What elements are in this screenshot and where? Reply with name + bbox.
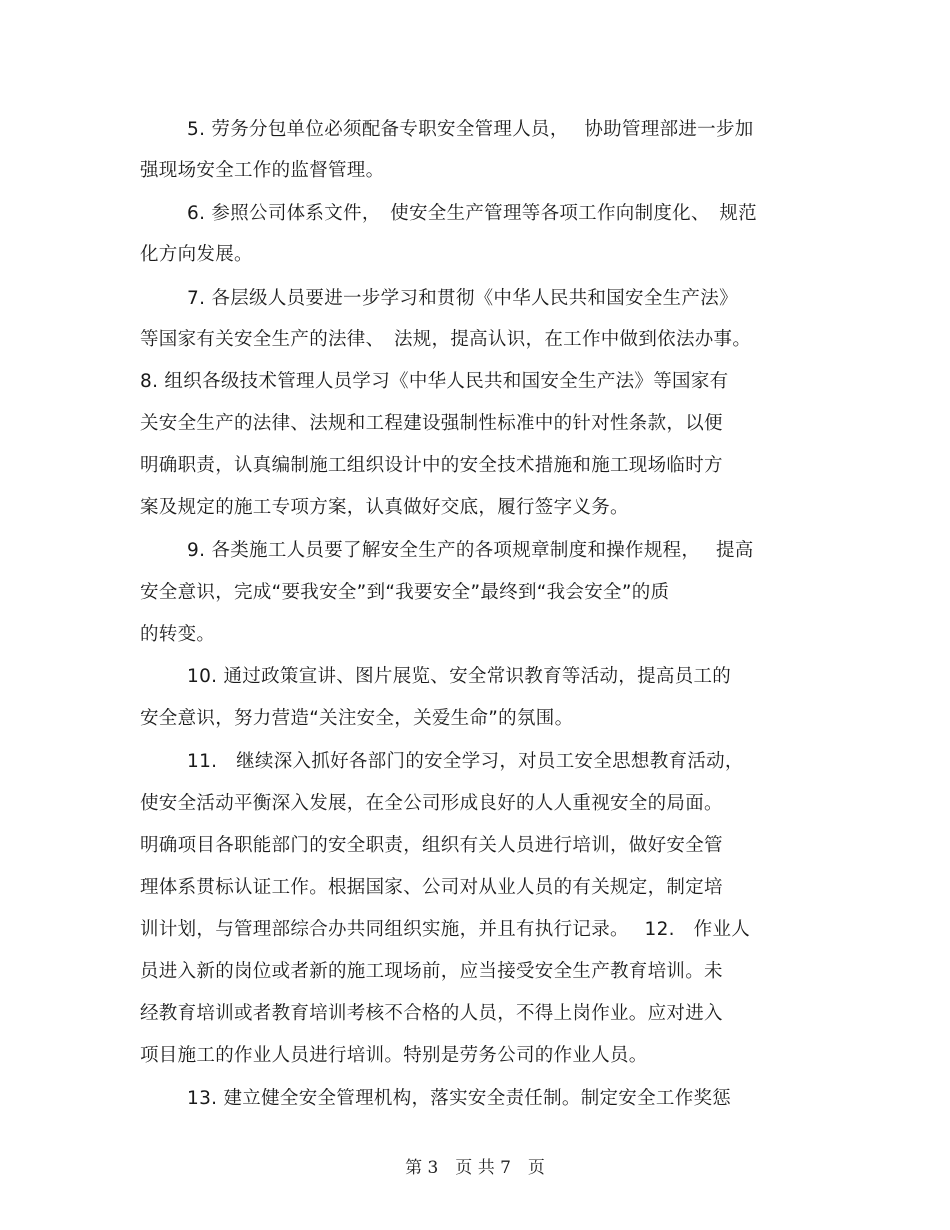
text-line: 关安全生产的法律、法规和工程建设强制性标准中的针对性条款，以便 <box>140 413 723 434</box>
text-line: 明确职责，认真编制施工组织设计中的安全技术措施和施工现场临时方 <box>140 455 723 476</box>
text-line: 使安全活动平衡深入发展，在全公司形成良好的人人重视安全的局面。 <box>140 793 723 814</box>
text-line: 10. 通过政策宣讲、图片展览、安全常识教育等活动，提高员工的 <box>187 666 732 687</box>
page-number-footer: 第 3 页 共 7 页 <box>405 1158 545 1178</box>
text-line: 案及规定的施工专项方案，认真做好交底，履行签字义务。 <box>140 497 629 518</box>
text-line: 11. 继续深入抓好各部门的安全学习，对员工安全思想教育活动， <box>187 751 744 772</box>
text-line: 项目施工的作业人员进行培训。特别是劳务公司的作业人员。 <box>140 1045 648 1066</box>
text-line: 训计划，与管理部综合办共同组织实施，并且有执行记录。 12. 作业人 <box>140 919 751 940</box>
text-line: 安全意识，努力营造“关注安全，关爱生命”的氛围。 <box>140 708 574 729</box>
text-line: 强现场安全工作的监督管理。 <box>140 160 385 181</box>
text-line: 7. 各层级人员要进一步学习和贯彻《中华人民共和国安全生产法》 <box>187 288 738 309</box>
text-line: 安全意识，完成“要我安全”到“我要安全”最终到“我会安全”的质 <box>140 582 670 603</box>
text-line: 等国家有关安全生产的法律、 法规，提高认识，在工作中做到依法办事。 <box>140 329 752 350</box>
text-line: 的转变。 <box>140 624 216 645</box>
text-line: 员进入新的岗位或者新的施工现场前，应当接受安全生产教育培训。未 <box>140 961 723 982</box>
text-line: 经教育培训或者教育培训考核不合格的人员，不得上岗作业。应对进入 <box>140 1003 723 1024</box>
text-line: 明确项目各职能部门的安全职责，组织有关人员进行培训，做好安全管 <box>140 835 723 856</box>
text-line: 13. 建立健全安全管理机构，落实安全责任制。制定安全工作奖惩 <box>187 1088 732 1109</box>
text-line: 理体系贯标认证工作。根据国家、公司对从业人员的有关规定，制定培 <box>140 877 723 898</box>
text-line: 9. 各类施工人员要了解安全生产的各项规章制度和操作规程， 提高 <box>187 540 754 561</box>
text-line: 8. 组织各级技术管理人员学习《中华人民共和国安全生产法》等国家有 <box>140 371 729 392</box>
text-line: 5. 劳务分包单位必须配备专职安全管理人员， 协助管理部进一步加 <box>187 119 754 140</box>
text-line: 6. 参照公司体系文件， 使安全生产管理等各项工作向制度化、 规范 <box>187 203 757 224</box>
text-line: 化方向发展。 <box>140 244 253 265</box>
